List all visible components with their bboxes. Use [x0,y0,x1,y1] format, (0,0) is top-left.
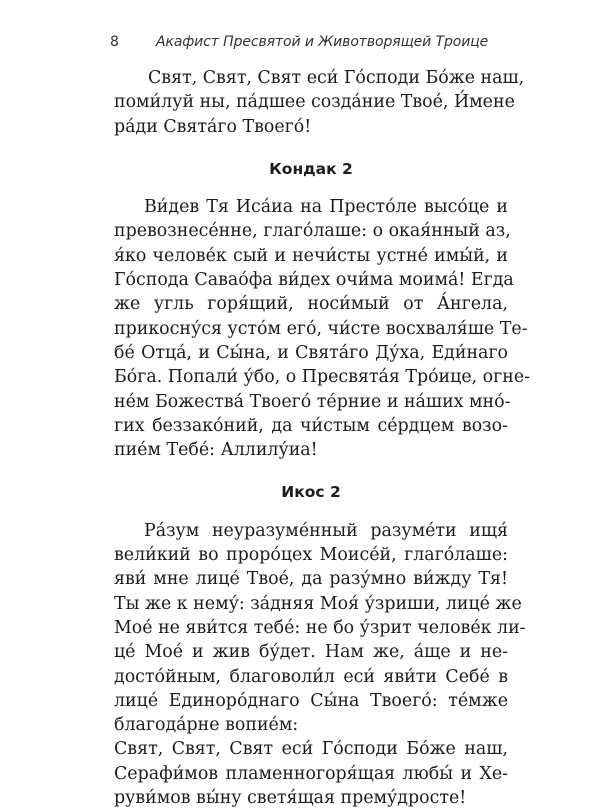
text-line: Ви́дев Тя Иса́иа на Престо́ле высо́це и [144,197,508,218]
ikos-heading: Икос 2 [281,483,341,502]
text-line: прикосну́ся усто́м его́, чи́сте восхваля́ше Те- [114,318,528,339]
ikos-refrain [114,737,508,810]
text-line: це́ Мое́ и жив бу́дет. Нам же, а́ще и не- [114,642,508,663]
page-number: 8 [110,34,119,50]
running-title: Акафист Пресвятой и Животворящей Троице [156,34,489,50]
text-line: Мое́ не яви́тся тебе́: не бо у́зрит челове́к ли- [114,617,526,638]
page-header [110,34,508,50]
text-line: Свят, Свят, Свят еси́ Го́споди Бо́же наш, [114,739,508,760]
text-line: Го́спода Савао́фа ви́дех очи́ма моима́! Егда [114,270,514,291]
text-line: Бо́га. Попали́ у́бо, о Пресвята́я Тро́ице, огне- [114,367,531,388]
kondak-heading: Кондак 2 [269,159,353,178]
text-line: превознесе́нне, глаго́лаше: о окая́нный аз, [114,221,511,242]
text-line: Серафи́мов пламенногоря́щая любы́ и Хе- [114,763,508,784]
text-line: гих беззако́ний, да чи́стым се́рдцем возо- [114,415,508,436]
ikos-text [114,519,526,738]
text-line: лице́ Единоро́днаго Сы́на Твоего́: те́мже [114,690,508,711]
page-body [114,66,531,810]
kondak-text [114,195,531,462]
text-line: поми́луй ны, па́дшее созда́ние Твое́, И́мене [114,92,515,113]
text-line: руви́мов вы́ну светя́щая прему́дросте! [114,788,467,809]
text-line: яви́ мне лице́ Твое́, да разу́мно ви́жду Тя! [114,569,508,590]
text-line: Ты же к нему́: за́дняя Моя́ у́зриши, лице́ же [114,593,522,614]
text-line: бе́ Отца́, и Сы́на, и Свята́го Ду́ха, Еди́наго [114,342,508,363]
text-line: Ра́зум неуразуме́нный разуме́ти ищя́ [144,520,508,541]
text-line: ра́ди Свята́го Твоего́! [114,116,312,137]
text-line: пие́м Тебе́: Аллилу́иа! [114,440,318,461]
text-line: благода́рне вопие́м: [114,715,299,736]
text-line: Свят, Свят, Свят еси́ Го́споди Бо́же наш, [148,68,525,88]
text-line: я́ко челове́к сый и нечи́сты устне́ имы́й, и [114,245,508,266]
text-line: не́м Божества́ Твоего́ те́рние и на́ших мно́- [114,391,511,412]
text-line: досто́йным, благоволи́л еси́ яви́ти Себе́ в [114,666,508,687]
text-line: вели́кий во проро́цех Моисе́й, глаго́лаше: [114,545,508,566]
text-line: же угль горя́щий, носи́мый от А́нгела, [114,294,508,315]
intro-refrain [114,66,525,139]
